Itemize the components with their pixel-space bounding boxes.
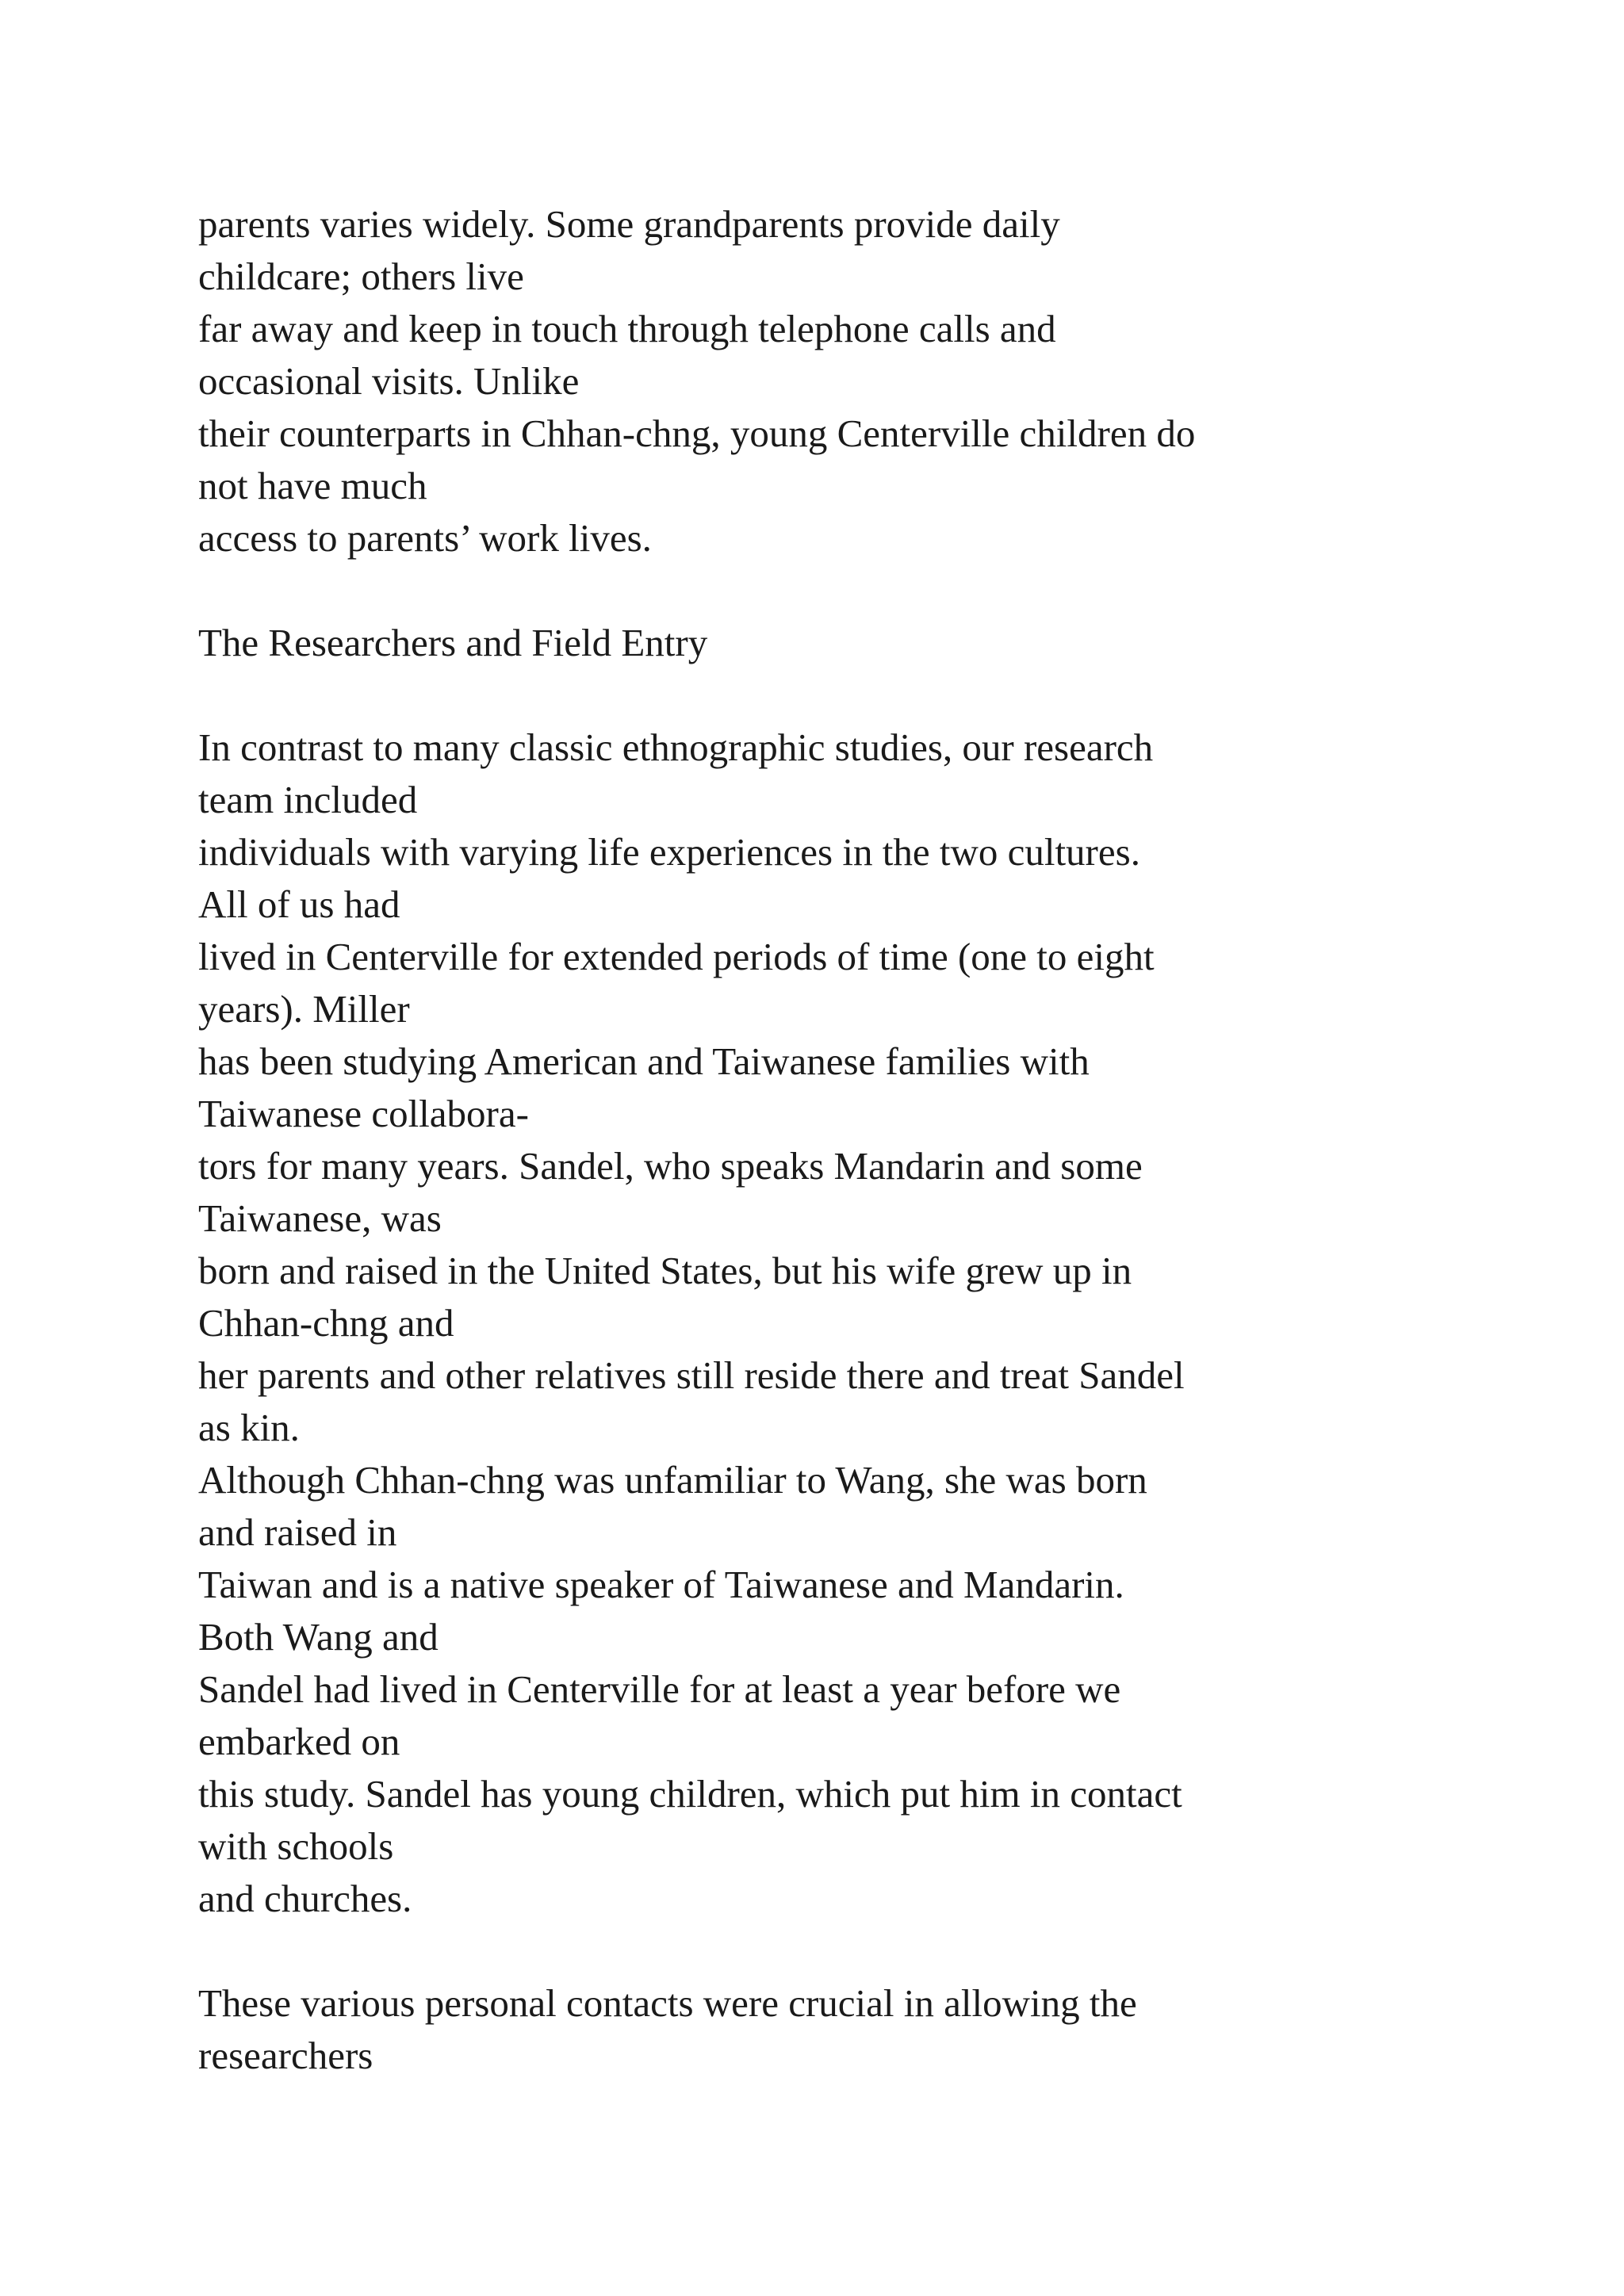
- paragraph-spacer: [198, 564, 1507, 617]
- text-line: Although Chhan-chng was unfamiliar to Wang, she was born: [198, 1458, 1147, 1502]
- text-line: parents varies widely. Some grandparents provide daily: [198, 202, 1060, 246]
- text-line: Taiwanese, was: [198, 1196, 442, 1240]
- text-line: childcare; others live: [198, 254, 524, 298]
- text-line: All of us had: [198, 882, 400, 926]
- text-line: Taiwanese collabora-: [198, 1092, 529, 1135]
- text-line: has been studying American and Taiwanese families with: [198, 1039, 1090, 1083]
- text-line: Sandel had lived in Centerville for at least a year before we: [198, 1667, 1121, 1711]
- paragraph-spacer: [198, 1925, 1507, 1977]
- text-line: as kin.: [198, 1406, 300, 1449]
- text-line: far away and keep in touch through telephone calls and: [198, 307, 1056, 350]
- text-line: this study. Sandel has young children, which put him in contact: [198, 1772, 1182, 1816]
- text-line: These various personal contacts were crucial in allowing the: [198, 1981, 1137, 2025]
- text-line: her parents and other relatives still reside there and treat Sandel: [198, 1353, 1185, 1397]
- text-line: years). Miller: [198, 987, 410, 1031]
- text-line: and churches.: [198, 1877, 412, 1920]
- text-line: access to parents’ work lives.: [198, 516, 652, 560]
- text-line: researchers: [198, 2034, 373, 2077]
- text-line: and raised in: [198, 1510, 397, 1554]
- text-line: their counterparts in Chhan-chng, young Centerville children do: [198, 411, 1196, 455]
- text-line: Taiwan and is a native speaker of Taiwanese and Mandarin.: [198, 1563, 1124, 1606]
- paragraph-1: [198, 198, 1507, 564]
- text-line: born and raised in the United States, but his wife grew up in: [198, 1249, 1132, 1292]
- text-line: not have much: [198, 464, 427, 507]
- text-line: with schools: [198, 1824, 394, 1868]
- text-line: tors for many years. Sandel, who speaks Mandarin and some: [198, 1144, 1143, 1188]
- section-heading: [198, 617, 1507, 669]
- text-line: In contrast to many classic ethnographic studies, our research: [198, 725, 1154, 769]
- text-line: embarked on: [198, 1720, 400, 1763]
- text-line: lived in Centerville for extended periods of time (one to eight: [198, 935, 1155, 978]
- text-line: occasional visits. Unlike: [198, 359, 580, 403]
- paragraph-2: [198, 721, 1507, 1925]
- text-line: team included: [198, 778, 418, 821]
- heading-text: The Researchers and Field Entry: [198, 621, 708, 664]
- text-line: Chhan-chng and: [198, 1301, 454, 1345]
- document-page: [198, 198, 1507, 2082]
- paragraph-spacer: [198, 669, 1507, 721]
- text-line: Both Wang and: [198, 1615, 439, 1659]
- paragraph-3: [198, 1977, 1507, 2082]
- text-line: individuals with varying life experiences in the two cultures.: [198, 830, 1140, 874]
